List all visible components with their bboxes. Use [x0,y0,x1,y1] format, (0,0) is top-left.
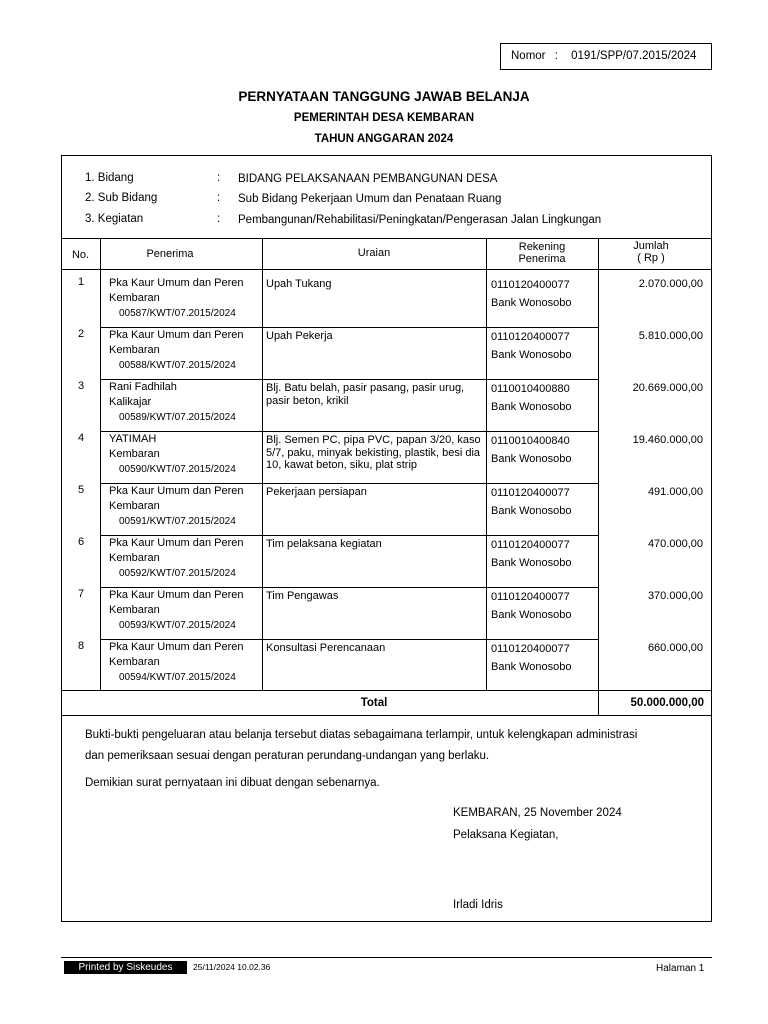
header-uraian: Uraian [357,247,391,259]
header-jumlah-line2: ( Rp ) [637,252,665,264]
description: Tim Pengawas [266,590,339,602]
amount: 19.460.000,00 [632,434,703,446]
bank-name: Bank Wonosobo [491,505,572,517]
total-label: Total [360,697,388,709]
recipient-name: Pka Kaur Umum dan Peren [109,589,244,601]
recipient-place: Kembaran [109,552,160,564]
bank-name: Bank Wonosobo [491,401,572,413]
recipient-name: Pka Kaur Umum dan Peren [109,641,244,653]
receipt-number: 00589/KWT/07.2015/2024 [119,412,236,423]
col-divider-no [100,238,101,690]
recipient-name: Pka Kaur Umum dan Peren [109,277,244,289]
table-top-border [61,238,712,239]
description: Pekerjaan persiapan [266,486,367,498]
amount: 470.000,00 [647,538,703,550]
print-timestamp: 25/11/2024 10.02.36 [193,962,271,972]
header-rekening [486,241,598,265]
account-number: 0110120400077 [491,331,570,343]
info-colon: : [217,172,221,184]
col-divider-penerima [262,238,263,690]
bank-name: Bank Wonosobo [491,453,572,465]
signature-role: Pelaksana Kegiatan, [453,829,559,841]
receipt-number: 00593/KWT/07.2015/2024 [119,620,236,631]
row-number: 7 [78,588,85,600]
header-penerima: Penerima [146,248,194,260]
statement-line-2: dan pemeriksaan sesuai dengan peraturan perundang-undangan yang berlaku. [85,750,490,762]
info-value: BIDANG PELAKSANAAN PEMBANGUNAN DESA [238,173,498,185]
bank-name: Bank Wonosobo [491,557,572,569]
receipt-number: 00592/KWT/07.2015/2024 [119,568,236,579]
recipient-place: Kalikajar [109,396,152,408]
account-number: 0110120400077 [491,539,570,551]
document-title: PERNYATAAN TANGGUNG JAWAB BELANJA [238,89,530,104]
bank-name: Bank Wonosobo [491,609,572,621]
info-value: Pembangunan/Rehabilitasi/Peningkatan/Pengerasan Jalan Lingkungan [238,214,602,226]
signature-place-date: KEMBARAN, 25 November 2024 [453,807,622,819]
document-number-box [500,43,712,70]
statement-line-3: Demikian surat pernyataan ini dibuat dengan sebenarnya. [85,777,380,789]
header-rekening-line2: Penerima [518,253,566,265]
amount: 491.000,00 [647,486,703,498]
recipient-name: Rani Fadhilah [109,381,177,393]
document-subtitle: PEMERINTAH DESA KEMBARAN [293,112,475,124]
rows-bottom-border [61,690,712,691]
row-number: 4 [78,432,85,444]
page-number: Halaman 1 [656,963,705,974]
header-bottom-border [61,269,712,270]
nomor-value: 0191/SPP/07.2015/2024 [571,50,697,62]
receipt-number: 00591/KWT/07.2015/2024 [119,516,236,527]
printed-by-badge: Printed by Siskeudes [64,961,187,974]
description: Upah Tukang [266,278,332,290]
recipient-place: Kembaran [109,344,160,356]
recipient-name: Pka Kaur Umum dan Peren [109,485,244,497]
receipt-number: 00590/KWT/07.2015/2024 [119,464,236,475]
col-divider-rekening [598,238,599,715]
bank-name: Bank Wonosobo [491,297,572,309]
header-jumlah-line1: Jumlah [633,240,669,252]
footer-divider [61,957,712,958]
amount: 660.000,00 [647,642,703,654]
header-rekening-line1: Rekening [518,241,566,253]
bank-name: Bank Wonosobo [491,661,572,673]
row-number: 5 [78,484,85,496]
receipt-number: 00588/KWT/07.2015/2024 [119,360,236,371]
receipt-number: 00587/KWT/07.2015/2024 [119,308,236,319]
signer-name: Irladi Idris [453,899,503,911]
recipient-name: YATIMAH [109,433,157,445]
header-jumlah [598,240,704,264]
nomor-label: Nomor [511,50,546,62]
row-number: 1 [78,276,85,288]
description: Tim pelaksana kegiatan [266,538,382,550]
info-colon: : [217,213,221,225]
row-number: 6 [78,536,85,548]
description: Konsultasi Perencanaan [266,642,386,654]
row-number: 8 [78,640,85,652]
amount: 20.669.000,00 [632,382,703,394]
info-value: Sub Bidang Pekerjaan Umum dan Penataan Ruang [238,193,502,205]
account-number: 0110120400077 [491,591,570,603]
col-divider-uraian [486,238,487,690]
info-label: 3. Kegiatan [85,213,144,225]
description: Blj. Batu belah, pasir pasang, pasir urug, pasir beton, krikil [266,382,465,407]
recipient-name: Pka Kaur Umum dan Peren [109,329,244,341]
total-bottom-border [61,715,712,716]
account-number: 0110010400880 [491,383,570,395]
account-number: 0110010400840 [491,435,570,447]
bank-name: Bank Wonosobo [491,349,572,361]
row-number: 3 [78,380,85,392]
header-no: No. [71,249,90,261]
recipient-place: Kembaran [109,292,160,304]
amount: 2.070.000,00 [638,278,703,290]
info-colon: : [217,192,221,204]
account-number: 0110120400077 [491,279,570,291]
info-label: 1. Bidang [85,172,134,184]
recipient-place: Kembaran [109,500,160,512]
description: Upah Pekerja [266,330,333,342]
account-number: 0110120400077 [491,643,570,655]
account-number: 0110120400077 [491,487,570,499]
info-label: 2. Sub Bidang [85,192,158,204]
recipient-name: Pka Kaur Umum dan Peren [109,537,244,549]
amount: 5.810.000,00 [638,330,703,342]
fiscal-year: TAHUN ANGGARAN 2024 [314,133,454,145]
row-number: 2 [78,328,85,340]
total-amount: 50.000.000,00 [630,697,704,709]
nomor-separator: : [554,50,558,62]
description: Blj. Semen PC, pipa PVC, papan 3/20, kaso 5/7, paku, minyak bekisting, plastik, besi dia 10, kawat beton, siku, plat strip [266,434,481,471]
recipient-place: Kembaran [109,604,160,616]
statement-line-1: Bukti-bukti pengeluaran atau belanja tersebut diatas sebagaimana terlampir, untuk kelengkapan administrasi [85,729,638,741]
amount: 370.000,00 [647,590,703,602]
recipient-place: Kembaran [109,656,160,668]
receipt-number: 00594/KWT/07.2015/2024 [119,672,236,683]
recipient-place: Kembaran [109,448,160,460]
